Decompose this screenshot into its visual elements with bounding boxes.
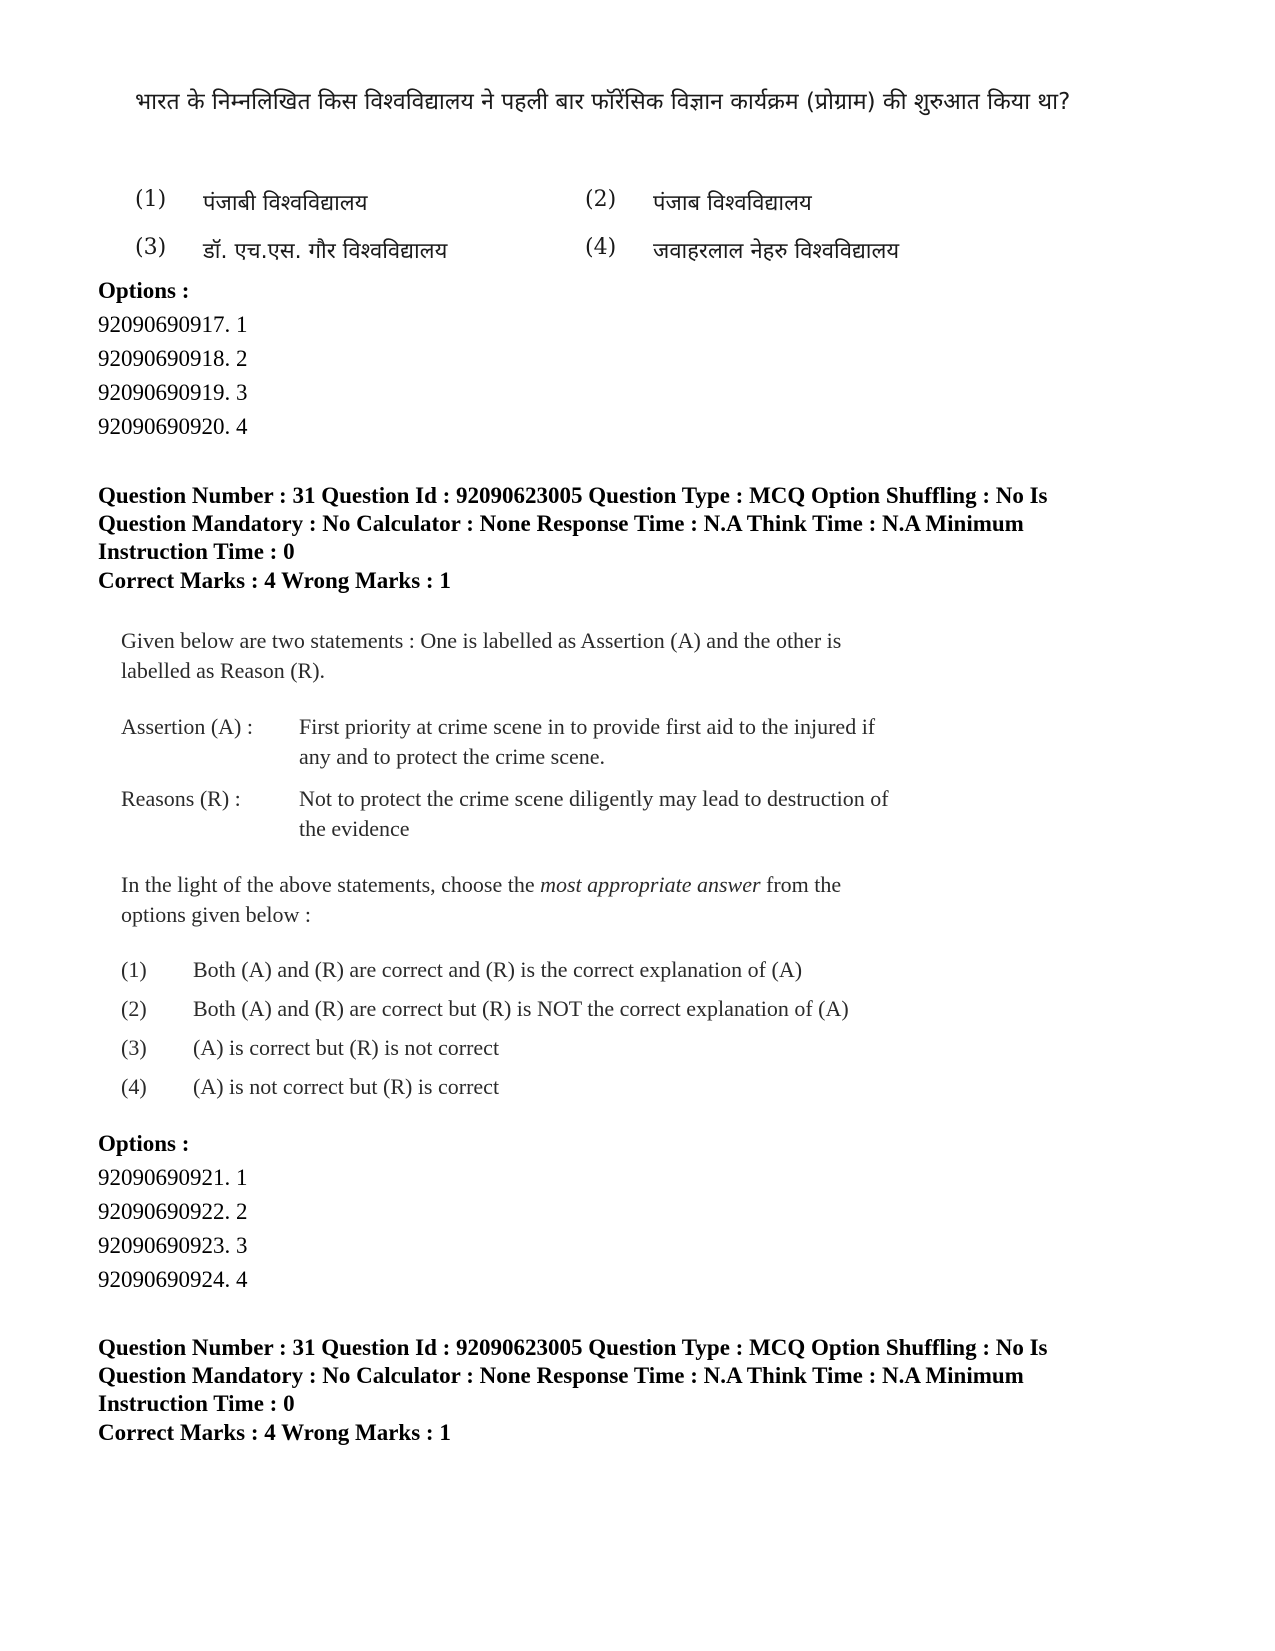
- question-info-line: Instruction Time : 0: [98, 1391, 295, 1416]
- assertion-line: any and to protect the crime scene.: [299, 744, 606, 769]
- hindi-option-text: पंजाबी विश्वविद्यालय: [203, 191, 368, 216]
- hindi-option: [585, 187, 1035, 217]
- hindi-option-text: जवाहरलाल नेहरु विश्वविद्यालय: [653, 239, 900, 264]
- hindi-question-text: भारत के निम्नलिखित किस विश्वविद्यालय ने पहली बार फॉरेंसिक विज्ञान कार्यक्रम (प्रोग्राम) की शुरुआत किया था?: [135, 89, 1071, 115]
- question-info-line: Question Mandatory : No Calculator : None Response Time : N.A Think Time : N.A Minimum: [98, 511, 1024, 536]
- marks-info-1: Correct Marks : 4 Wrong Marks : 1: [98, 568, 451, 593]
- mcq-option-text: Both (A) and (R) are correct and (R) is the correct explanation of (A): [193, 956, 803, 982]
- english-question: [121, 626, 1061, 1106]
- intro-line: labelled as Reason (R).: [121, 658, 326, 683]
- reason-text: [299, 784, 1039, 844]
- mcq-options: [121, 950, 1061, 1106]
- options-heading: Options :: [98, 278, 190, 303]
- option-id-item: 92090690917. 1: [98, 312, 248, 337]
- option-id-item: 92090690924. 4: [98, 1267, 248, 1292]
- assertion-label: Assertion (A) :: [121, 714, 253, 739]
- mcq-option: [121, 1067, 1061, 1106]
- prompt-emphasis: most appropriate answer: [540, 872, 761, 897]
- reason-line: Not to protect the crime scene diligently may lead to destruction of: [299, 786, 889, 811]
- mcq-option-number: (1): [121, 956, 147, 982]
- mcq-option: [121, 989, 1061, 1028]
- mcq-option-number: (2): [121, 995, 147, 1021]
- hindi-option: [585, 235, 1035, 265]
- mcq-option-text: Both (A) and (R) are correct but (R) is NOT the correct explanation of (A): [193, 995, 849, 1021]
- option-id-item: 92090690919. 3: [98, 380, 248, 405]
- reason-row: [121, 784, 1061, 844]
- hindi-option-text: पंजाब विश्वविद्यालय: [653, 191, 812, 216]
- question-info-line: Question Number : 31 Question Id : 92090623005 Question Type : MCQ Option Shuffling : No Is: [98, 1335, 1048, 1360]
- marks-info-2: Correct Marks : 4 Wrong Marks : 1: [98, 1420, 451, 1445]
- mcq-option-number: (4): [121, 1073, 147, 1099]
- question-info-2: [98, 1334, 1158, 1418]
- options-heading: Options :: [98, 1131, 190, 1156]
- mcq-option: [121, 1028, 1061, 1067]
- hindi-option: [135, 235, 585, 265]
- option-id-item: 92090690918. 2: [98, 346, 248, 371]
- hindi-option-number: (3): [135, 235, 167, 260]
- hindi-option-number: (2): [585, 187, 617, 212]
- hindi-options-row: [135, 226, 1035, 274]
- intro-line: Given below are two statements : One is labelled as Assertion (A) and the other is: [121, 628, 842, 653]
- option-id-item: 92090690921. 1: [98, 1165, 248, 1190]
- prompt-line: [121, 870, 1061, 900]
- assertion-text: [299, 712, 1039, 772]
- prompt-text: from the: [760, 872, 842, 897]
- assertion-line: First priority at crime scene in to provide first aid to the injured if: [299, 714, 876, 739]
- prompt-line: options given below :: [121, 902, 312, 927]
- assertion-row: [121, 712, 1061, 772]
- mcq-option-text: (A) is not correct but (R) is correct: [193, 1073, 500, 1099]
- question-info-1: [98, 482, 1158, 566]
- hindi-options: [135, 178, 1035, 274]
- mcq-option: [121, 950, 1061, 989]
- hindi-option-number: (1): [135, 187, 167, 212]
- hindi-option-number: (4): [585, 235, 617, 260]
- hindi-option-text: डॉ. एच.एस. गौर विश्वविद्यालय: [203, 239, 448, 264]
- hindi-options-row: [135, 178, 1035, 226]
- reason-label: Reasons (R) :: [121, 786, 241, 811]
- question-info-line: Question Number : 31 Question Id : 92090623005 Question Type : MCQ Option Shuffling : No Is: [98, 483, 1048, 508]
- question-info-line: Instruction Time : 0: [98, 539, 295, 564]
- options-list-1: [98, 274, 248, 444]
- options-list-2: [98, 1127, 248, 1297]
- mcq-option-text: (A) is correct but (R) is not correct: [193, 1034, 500, 1060]
- question-info-line: Question Mandatory : No Calculator : None Response Time : N.A Think Time : N.A Minimum: [98, 1363, 1024, 1388]
- mcq-option-number: (3): [121, 1034, 147, 1060]
- option-id-item: 92090690920. 4: [98, 414, 248, 439]
- hindi-option: [135, 187, 585, 217]
- option-id-item: 92090690922. 2: [98, 1199, 248, 1224]
- reason-line: the evidence: [299, 816, 410, 841]
- option-id-item: 92090690923. 3: [98, 1233, 248, 1258]
- prompt-text: In the light of the above statements, choose the: [121, 872, 541, 897]
